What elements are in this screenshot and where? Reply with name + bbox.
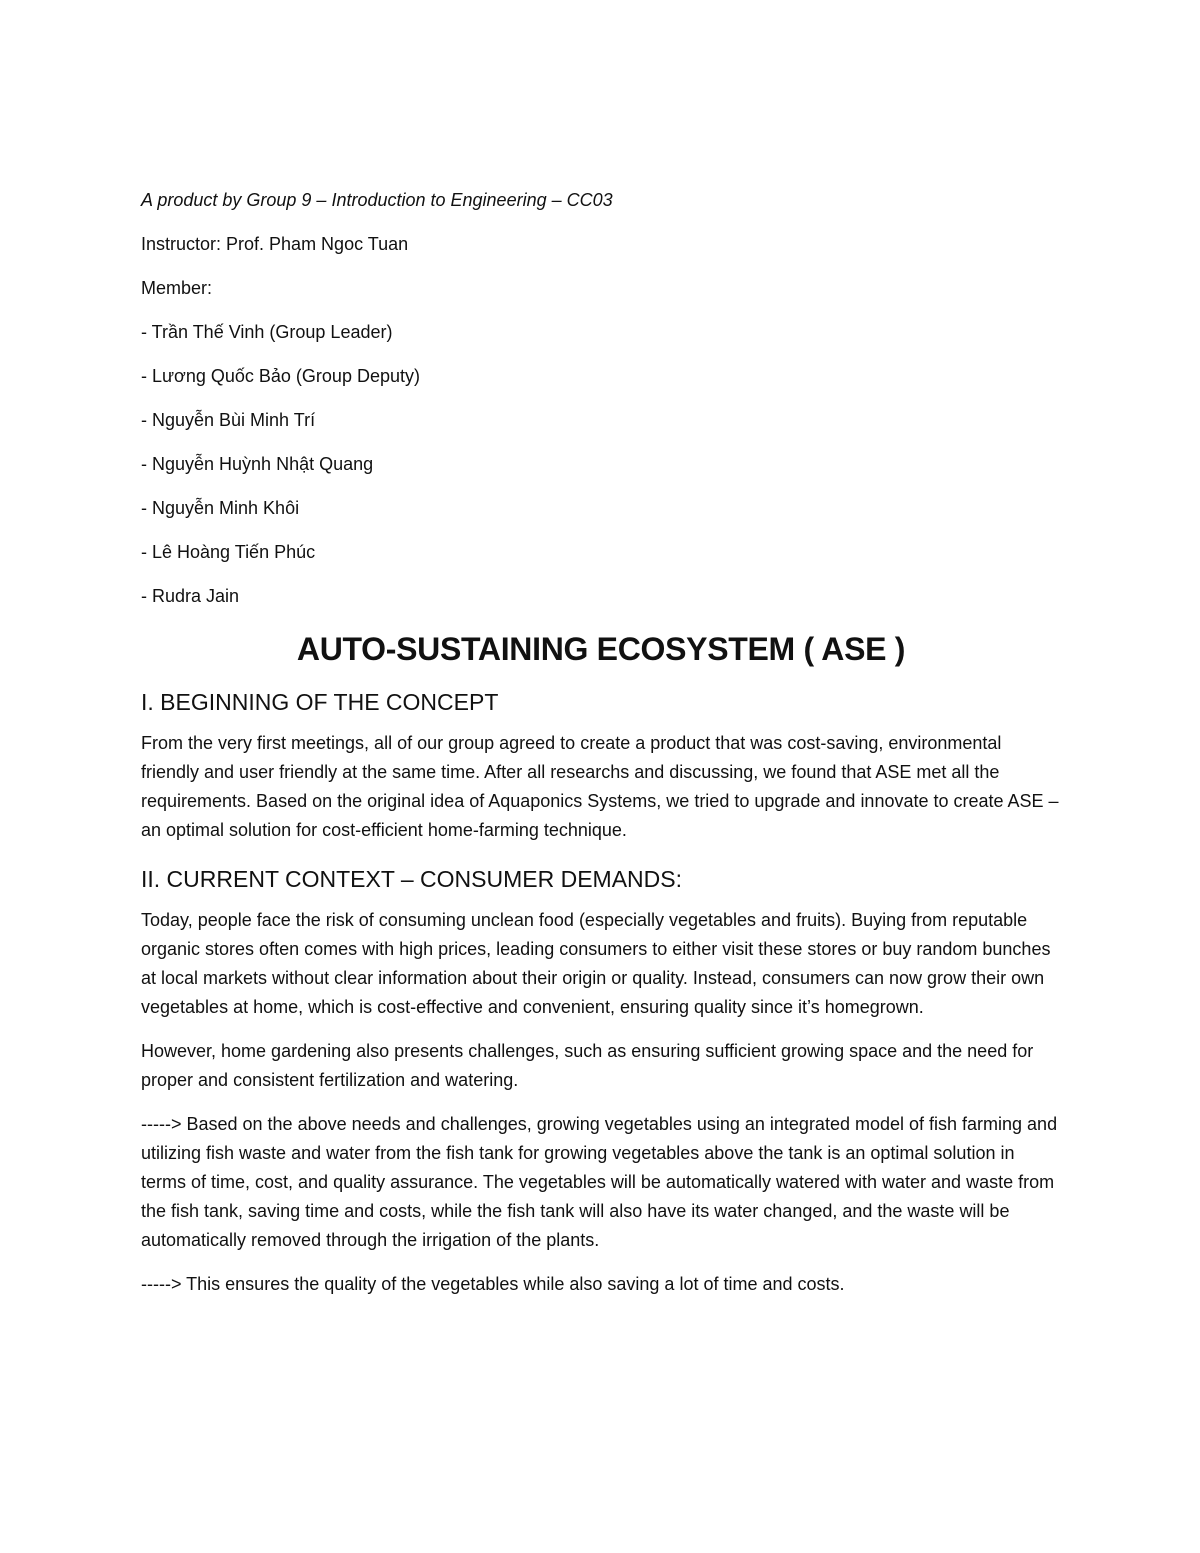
document-page <box>141 186 1061 1314</box>
credit-line: A product by Group 9 – Introduction to Engineering – CC03 <box>141 190 613 210</box>
member-item: - Lê Hoàng Tiến Phúc <box>141 542 316 562</box>
member-item: - Lương Quốc Bảo (Group Deputy) <box>141 366 420 386</box>
instructor-line: Instructor: Prof. Pham Ngoc Tuan <box>141 234 409 254</box>
member-item: - Rudra Jain <box>141 586 240 606</box>
member-item: - Nguyễn Minh Khôi <box>141 498 300 518</box>
member-list <box>141 318 1061 611</box>
members-label: Member: <box>141 278 213 298</box>
member-item: - Nguyễn Bùi Minh Trí <box>141 410 316 430</box>
member-item: - Nguyễn Huỳnh Nhật Quang <box>141 454 374 474</box>
document-title: AUTO-SUSTAINING ECOSYSTEM ( ASE ) <box>296 631 906 667</box>
section-heading-context: II. CURRENT CONTEXT – CONSUMER DEMANDS: <box>141 866 682 892</box>
body-paragraph: Today, people face the risk of consuming unclean food (especially vegetables and fruits). Buying from reputable organic stores often comes with high prices, leading consumers to either visit these stores or buy random bunches at local markets without clear information about their origin or quality. Instead, consumers can now grow their own vegetables at home, which is cost-effective and convenient, ensuring quality since it’s homegrown. <box>141 910 1051 1017</box>
body-paragraph: -----> This ensures the quality of the vegetables while also saving a lot of time and costs. <box>141 1274 845 1294</box>
body-paragraph: However, home gardening also presents challenges, such as ensuring sufficient growing space and the need for proper and consistent fertilization and watering. <box>141 1041 1034 1090</box>
body-paragraph: -----> Based on the above needs and challenges, growing vegetables using an integrated model of fish farming and utilizing fish waste and water from the fish tank for growing vegetables above the tank is an optimal solution in terms of time, cost, and quality assurance. The vegetables will be automatically watered with water and waste from the fish tank, saving time and costs, while the fish tank will also have its water changed, and the waste will be automatically removed through the irrigation of the plants. <box>141 1114 1058 1250</box>
body-paragraph: From the very first meetings, all of our group agreed to create a product that was cost-saving, environmental friendly and user friendly at the same time. After all researchs and discussing, we found that ASE met all the requirements. Based on the original idea of Aquaponics Systems, we tried to upgrade and innovate to create ASE – an optimal solution for cost-efficient home-farming technique. <box>141 733 1059 840</box>
member-item: - Trần Thế Vinh (Group Leader) <box>141 322 393 342</box>
section-heading-concept: I. BEGINNING OF THE CONCEPT <box>141 689 499 715</box>
